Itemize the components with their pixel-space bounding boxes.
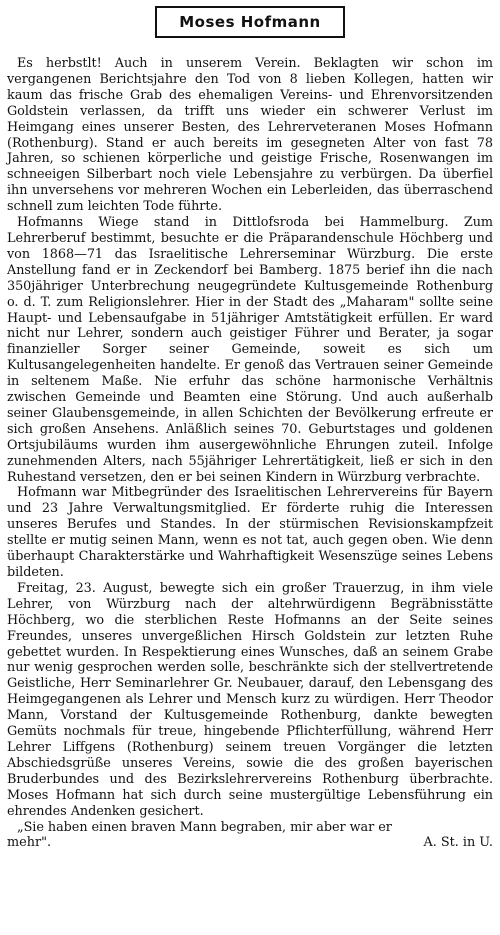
paragraph-1: Es herbstlt! Auch in unserem Verein. Beklagten wir schon im vergangenen Berichtsjahre den Tod von 8 lieben Kollegen, hatten wir kaum das frische Grab des ehemaligen Vereins- und Ehrenvorsitzenden Goldstein verlassen, da trifft uns wieder ein schwerer Verlust im Heimgang eines unserer Besten, des Lehrerveteranen Moses Hofmann (Rothenburg). Stand er auch bereits im gesegneten Alter von fast 78 Jahren, so schienen körperliche und geistige Frische, Rosenwangen im schneeigen Silberbart noch viele Lebensjahre zu verbürgen. Da überfiel ihn unversehens vor mehreren Wochen ein Leberleiden, das überraschend schnell zum leichten Tode führte. xyxy=(7,56,493,215)
closing-row xyxy=(7,835,493,851)
closing-quote-end: mehr". xyxy=(7,835,52,851)
signature: A. St. in U. xyxy=(423,835,493,851)
paragraph-3: Hofmann war Mitbegründer des Israelitischen Lehrervereins für Bayern und 23 Jahre Verwaltungsmitglied. Er förderte ruhig die Interessen unseres Berufes und Standes. In der stürmischen Revisionskampfzeit stellte er mutig seinen Mann, wenn es not tat, auch gegen oben. Wie denn überhaupt Charakterstärke und Wahrhaftigkeit Wesenszüge seines Lebens bildeten. xyxy=(7,485,493,580)
closing-quote: „Sie haben einen braven Mann begraben, mir aber war er xyxy=(17,819,392,835)
article-title: Moses Hofmann xyxy=(155,6,344,38)
title-area xyxy=(7,6,493,46)
paragraph-4: Freitag, 23. August, bewegte sich ein großer Trauerzug, in ihm viele Lehrer, von Würzburg nach der altehrwürdigenn Begräbnisstätte Höchberg, wo die sterblichen Reste Hofmanns an der Seite seines Freundes, unseres unvergeßlichen Hirsch Goldstein zur letzten Ruhe gebettet wurden. In Respektierung eines Wunsches, daß an seinem Grabe nur wenig gesprochen werden solle, beschränkte sich der stellvertretende Geistliche, Herr Seminarlehrer Gr. Neubauer, darauf, den Lebensgang des Heimgegangenen als Lehrer und Mensch kurz zu würdigen. Herr Theodor Mann, Vorstand der Kultusgemeinde Rothenburg, dankte bewegten Gemüts nochmals für treue, hingebende Pflichterfüllung, während Herr Lehrer Liffgens (Rothenburg) seinem treuen Vorgänger die letzten Abschiedsgrüße unseres Vereins, sowie die des großen bayerischen Bruderbundes und des Bezirkslehrervereins Rothenburg überbrachte. Moses Hofmann hat sich durch seine mustergültige Lebensführung ein ehrendes Andenken gesichert. xyxy=(7,580,493,819)
article-body xyxy=(7,56,493,851)
paragraph-2: Hofmanns Wiege stand in Dittlofsroda bei Hammelburg. Zum Lehrerberuf bestimmt, besuchte er die Präparandenschule Höchberg und von 1868—71 das Israelitische Lehrerseminar Würzburg. Die erste Anstellung fand er in Zeckendorf bei Bamberg. 1875 berief ihn die nach 350jähriger Unterbrechung neugegründete Kultusgemeinde Rothenburg o. d. T. zum Religionslehrer. Hier in der Stadt des „Maharam" sollte seine Haupt- und Lebensaufgabe in 51jähriger Amtstätigkeit erfüllen. Er ward nicht nur Lehrer, sondern auch geistiger Führer und Berater, ja sogar finanzieller Sorger seiner Gemeinde, soweit es sich um Kultusangelegenheiten handelte. Er genoß das Vertrauen seiner Gemeinde in seltenem Maße. Nie erfuhr das schöne harmonische Verhältnis zwischen Gemeinde und Beamten eine Störung. Und auch außerhalb seiner Glaubensgemeinde, in allen Schichten der Bevölkerung erfreute er sich großen Ansehens. Anläßlich seines 70. Geburtstages und goldenen Ortsjubiläums wurden ihm ausergewöhnliche Ehrungen zuteil. Infolge zunehmenden Alters, nach 55jähriger Lehrertätigkeit, ließ er sich in den Ruhestand versetzen, den er bei seinen Kindern in Würzburg verbrachte. xyxy=(7,215,493,485)
